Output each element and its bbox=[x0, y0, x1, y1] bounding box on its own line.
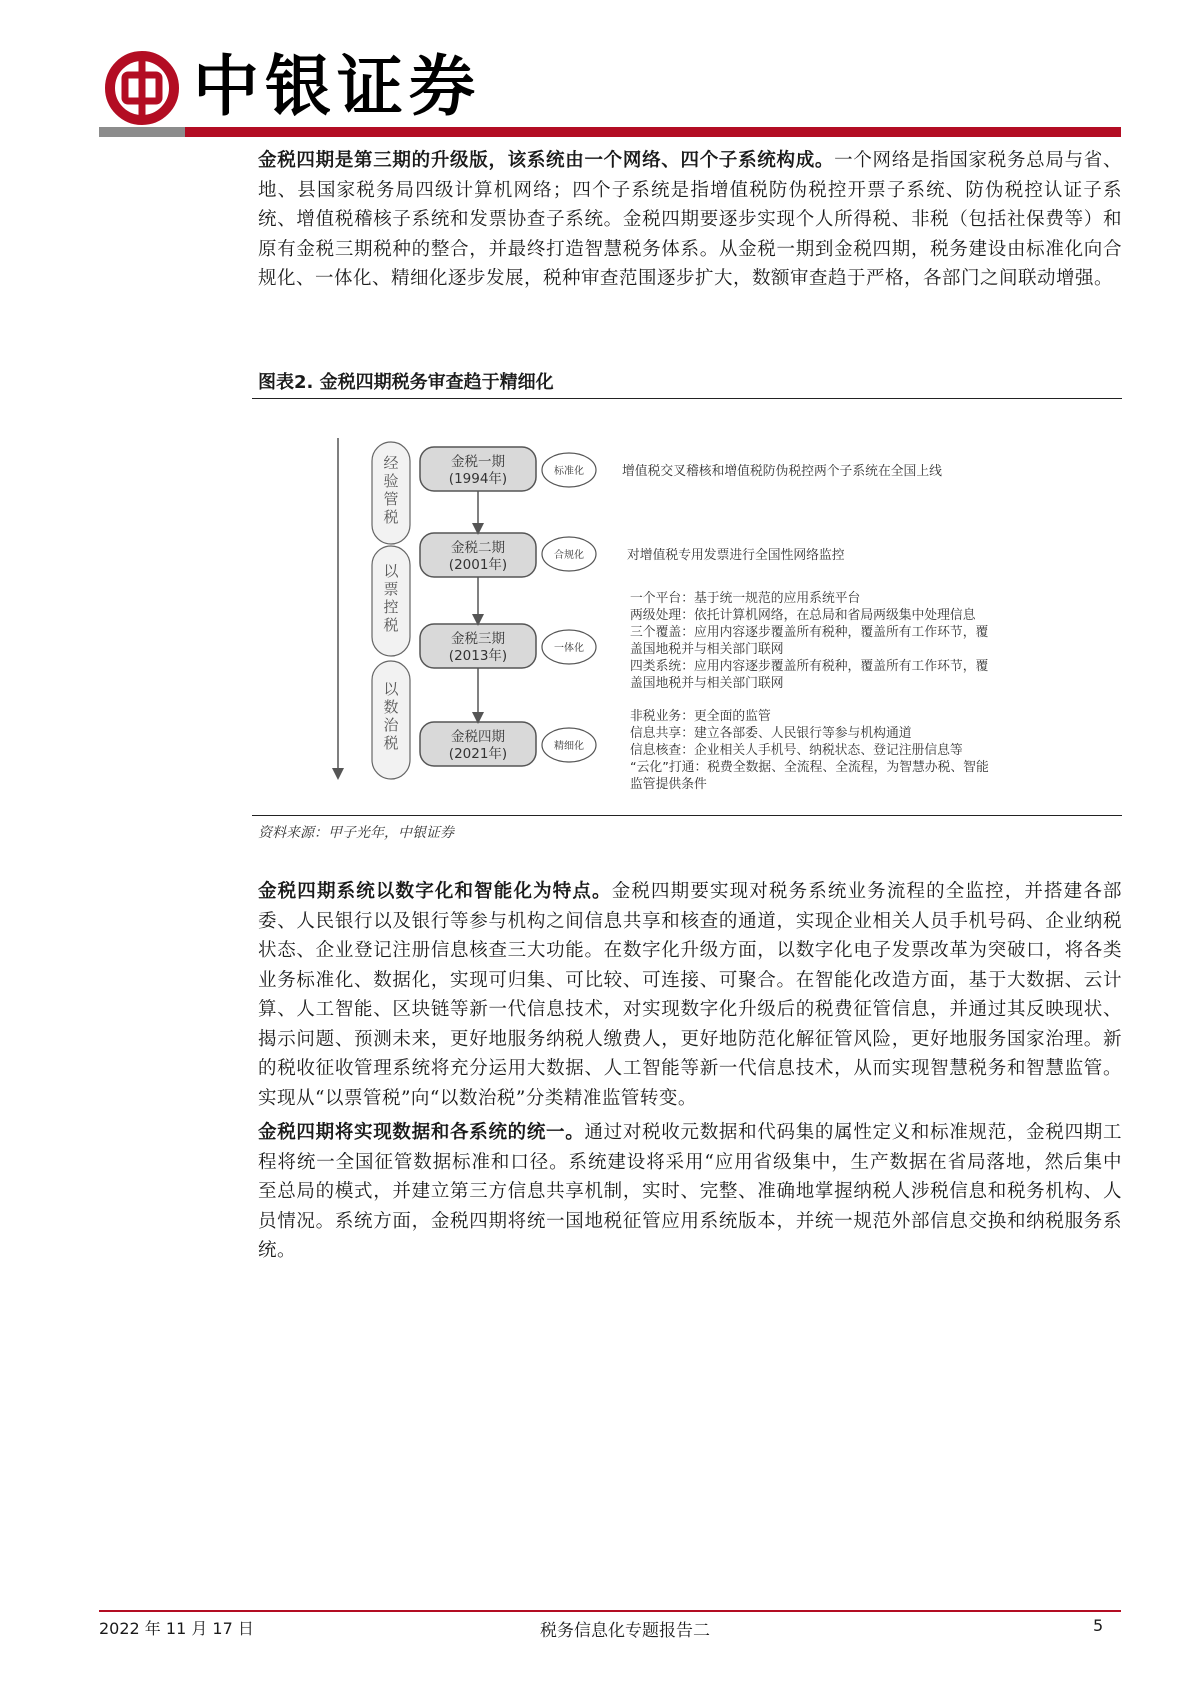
evolution-diagram bbox=[252, 400, 1092, 812]
desc-3-line-1: 一个平台：基于统一规范的应用系统平台 bbox=[630, 591, 861, 606]
stage-2-char-3: 控 bbox=[383, 598, 399, 616]
phase-1-name: 金税一期 bbox=[451, 454, 505, 470]
stage-3-char-4: 税 bbox=[383, 734, 399, 752]
header-bar-red bbox=[185, 127, 1121, 137]
stage-2-char-2: 票 bbox=[383, 580, 399, 598]
paragraph-2-body: 金税四期要实现对税务系统业务流程的全监控，并搭建各部委、人民银行以及银行等参与机构之间信息共享和核查的通道，实现企业相关人员手机号码、企业纳税状态、企业登记注册信息核查三大功能。在数字化升级方面，以数字化电子发票改革为突破口，将各类业务标准化、数据化，实现可归集、可比较、可连接、可聚合。在智能化改造方面，基于大数据、云计算、人工智能、区块链等新一代信息技术，对实现数字化升级后的税费征管信息，并通过其反映现状、揭示问题、预测未来，更好地服务纳税人缴费人，更好地防范化解征管风险，更好地服务国家治理。新的税收征收管理系统将充分运用大数据、人工智能等新一代信息技术，从而实现智慧税务和智慧监管。实现从“以票管税”向“以数治税”分类精准监管转变。 bbox=[258, 881, 1122, 1109]
phase-3-year: (2013年) bbox=[448, 648, 508, 664]
desc-3-line-4: 盖国地税并与相关部门联网 bbox=[630, 642, 784, 657]
stage-3-char-3: 治 bbox=[383, 716, 399, 734]
desc-4-line-4: “云化”打通：税费全数据、全流程、全流程，为智慧办税、智能 bbox=[630, 760, 989, 775]
paragraph-3-body: 通过对税收元数据和代码集的属性定义和标准规范，金税四期工程将统一全国征管数据标准和口径。系统建设将采用“应用省级集中，生产数据在省局落地，然后集中至总局的模式，并建立第三方信息共享机制，实时、完整、准确地掌握纳税人涉税信息和税务机构、人员情况。系统方面，金税四期将统一国地税征管应用系统版本，并统一规范外部信息交换和纳税服务系统。 bbox=[258, 1122, 1122, 1261]
paragraph-3 bbox=[258, 1118, 1122, 1266]
desc-3-line-6: 盖国地税并与相关部门联网 bbox=[630, 676, 784, 691]
brand-name: 中银证券 bbox=[193, 48, 481, 125]
desc-3-line-5: 四类系统：应用内容逐步覆盖所有税种，覆盖所有工作环节，覆 bbox=[630, 659, 989, 674]
desc-4-line-3: 信息核查：企业相关人手机号、纳税状态、登记注册信息等 bbox=[630, 743, 963, 758]
figure-top-rule bbox=[252, 398, 1122, 399]
phase-4-name: 金税四期 bbox=[451, 729, 505, 745]
desc-4-line-5: 监管提供条件 bbox=[630, 777, 707, 792]
paragraph-1-body: 一个网络是指国家税务总局与省、地、县国家税务局四级计算机网络；四个子系统是指增值税防伪税控开票子系统、防伪税控认证子系统、增值税稽核子系统和发票协查子系统。金税四期要逐步实现个人所得税、非税（包括社保费等）和原有金税三期税种的整合，并最终打造智慧税务体系。从金税一期到金税四期，税务建设由标准化向合规化、一体化、精细化逐步发展，税种审查范围逐步扩大，数额审查趋于严格，各部门之间联动增强。 bbox=[258, 150, 1122, 289]
paragraph-2-lead: 金税四期系统以数字化和智能化为特点。 bbox=[258, 881, 612, 902]
stage-2-char-1: 以 bbox=[383, 562, 399, 580]
tag-2: 合规化 bbox=[554, 550, 584, 561]
bank-of-china-logo bbox=[104, 50, 180, 126]
tag-1: 标准化 bbox=[554, 466, 584, 477]
tag-4: 精细化 bbox=[554, 741, 584, 752]
header-bar-gray bbox=[99, 127, 185, 137]
page-number: 5 bbox=[1093, 1616, 1104, 1635]
stage-2-char-4: 税 bbox=[383, 616, 399, 634]
footer-rule bbox=[99, 1610, 1121, 1612]
footer-report-title: 税务信息化专题报告二 bbox=[540, 1621, 710, 1641]
desc-1: 增值税交叉稽核和增值税防伪税控两个子系统在全国上线 bbox=[622, 464, 942, 479]
figure-bottom-rule bbox=[252, 815, 1122, 816]
desc-2: 对增值税专用发票进行全国性网络监控 bbox=[627, 548, 845, 563]
stage-3-char-2: 数 bbox=[383, 698, 399, 716]
paragraph-3-lead: 金税四期将实现数据和各系统的统一。 bbox=[258, 1122, 585, 1143]
desc-3-line-2: 两级处理：依托计算机网络，在总局和省局两级集中处理信息 bbox=[630, 608, 976, 623]
paragraph-2 bbox=[258, 877, 1122, 1113]
tag-3: 一体化 bbox=[554, 643, 584, 654]
paragraph-1-lead: 金税四期是第三期的升级版，该系统由一个网络、四个子系统构成。 bbox=[258, 150, 835, 171]
stage-1-char-4: 税 bbox=[383, 508, 399, 526]
desc-3-line-3: 三个覆盖：应用内容逐步覆盖所有税种，覆盖所有工作环节，覆 bbox=[630, 625, 989, 640]
figure-title: 图表2. 金税四期税务审查趋于精细化 bbox=[258, 372, 554, 393]
phase-2-year: (2001年) bbox=[448, 557, 508, 573]
footer-date: 2022 年 11 月 17 日 bbox=[99, 1619, 254, 1638]
paragraph-1 bbox=[258, 146, 1122, 294]
stage-3-char-1: 以 bbox=[383, 680, 399, 698]
desc-4-line-1: 非税业务：更全面的监管 bbox=[630, 709, 771, 724]
phase-4-year: (2021年) bbox=[448, 746, 508, 762]
stage-1-char-3: 管 bbox=[383, 490, 399, 508]
stage-1-char-2: 验 bbox=[383, 472, 399, 490]
phase-3-name: 金税三期 bbox=[451, 631, 505, 647]
stage-1-char-1: 经 bbox=[383, 454, 399, 472]
phase-1-year: (1994年) bbox=[448, 471, 508, 487]
figure-source: 资料来源：甲子光年，中银证券 bbox=[258, 825, 454, 841]
desc-4-line-2: 信息共享：建立各部委、人民银行等参与机构通道 bbox=[630, 726, 912, 741]
phase-2-name: 金税二期 bbox=[451, 540, 505, 556]
